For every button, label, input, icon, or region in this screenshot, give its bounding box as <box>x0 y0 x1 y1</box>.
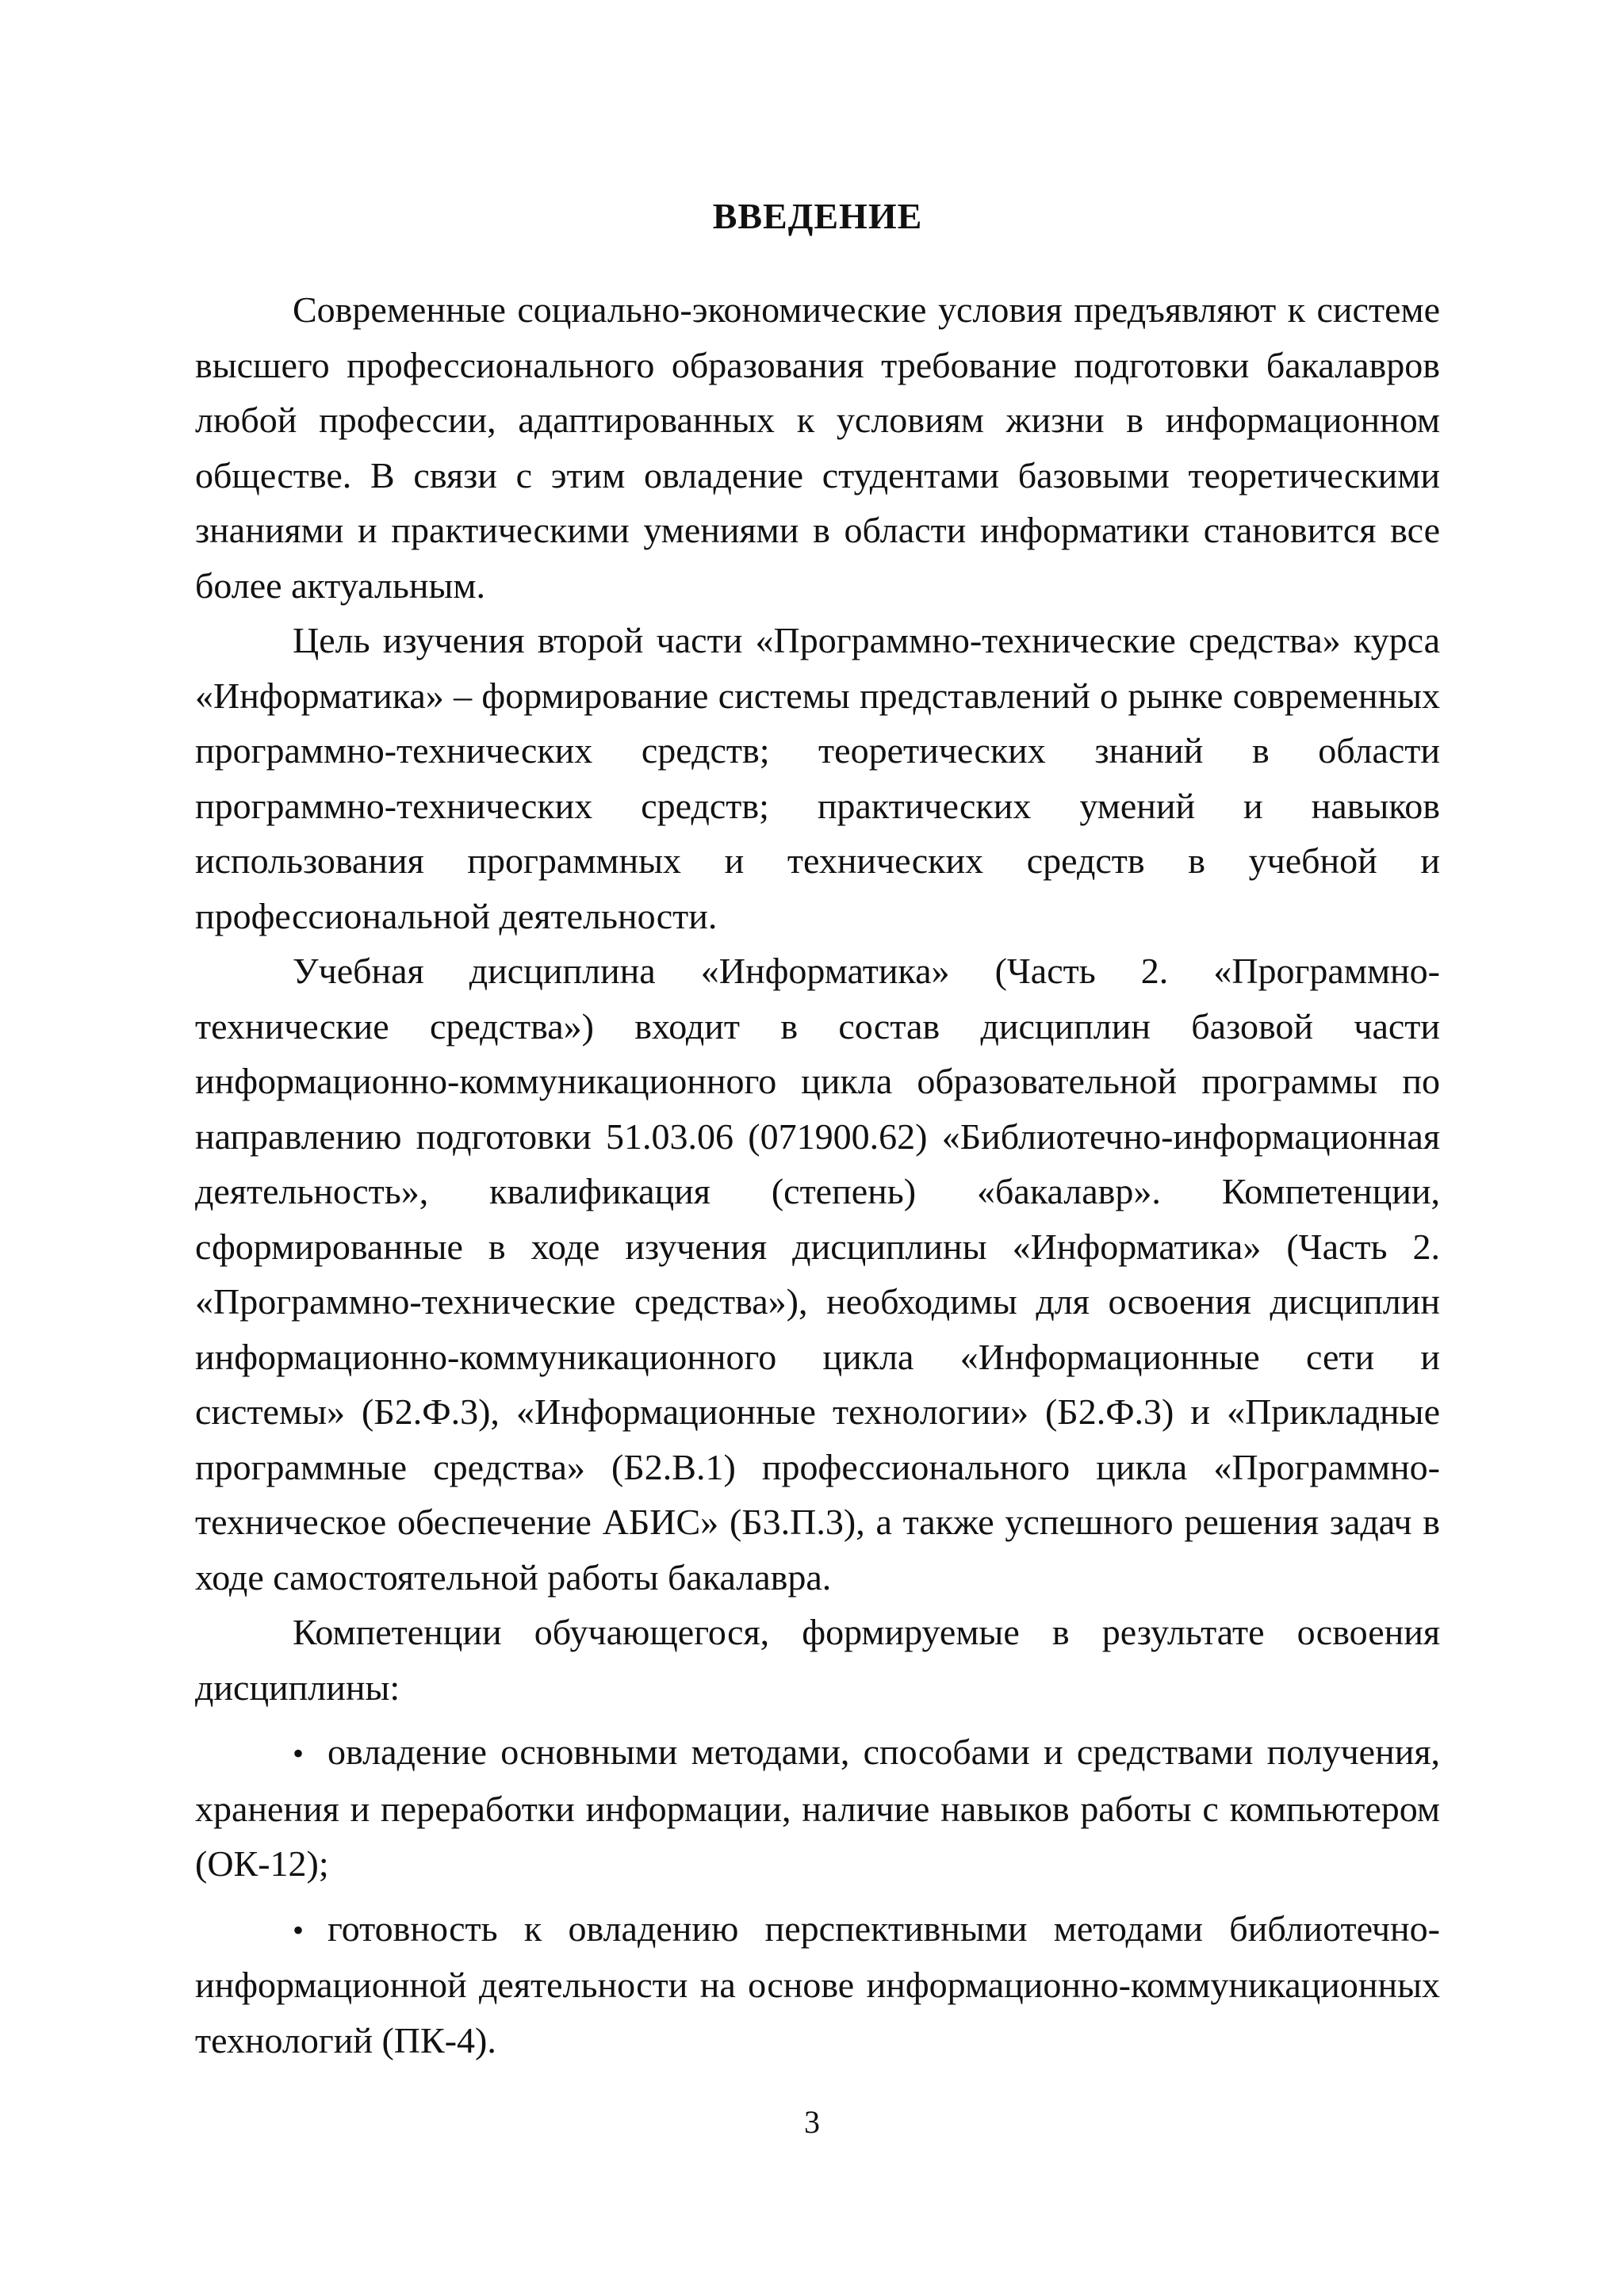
list-item <box>195 1724 1440 1892</box>
page-content <box>195 190 1440 2068</box>
bullet-icon: • <box>293 1735 304 1771</box>
paragraph-discipline: Учебная дисциплина «Информатика» (Часть 2. «Программно-технические средства») входит в состав дисциплин базовой части информационно-коммуникационного цикла образовательной программы по направлению подготовки 51.03.06 (071900.62) «Библиотечно-информационная деятельность», квалификация (степень) «бакалавр». Компетенции, сформированные в ходе изучения дисциплины «Информатика» (Часть 2. «Программно-технические средства»), необходимы для освоения дисциплин информационно-коммуникационного цикла «Информационные сети и системы» (Б2.Ф.3), «Информационные технологии» (Б2.Ф.3) и «Прикладные программные средства» (Б2.В.1) профессионального цикла «Программно-техническое обеспечение АБИС» (Б3.П.3), а также успешного решения задач в ходе самостоятельной работы бакалавра. <box>195 951 1440 1598</box>
paragraph-goal: Цель изучения второй части «Программно-технические средства» курса «Информатика» – формирование системы представлений о рынке современных программно-технических средств; теоретических знаний в области программно-технических средств; практических умений и навыков использования программных и технических средств в учебной и профессиональной деятельности. <box>195 620 1440 936</box>
page-number: 3 <box>804 2104 820 2140</box>
list-item-text: готовность к овладению перспективными методами библиотечно-информационной деятельности на основе информационно-коммуникационных технологий (ПК-4). <box>195 1908 1440 2061</box>
competency-list <box>195 1724 1440 2068</box>
list-item <box>195 1901 1440 2068</box>
section-title: ВВЕДЕНИЕ <box>712 196 923 236</box>
bullet-icon: • <box>293 1911 304 1948</box>
list-item-text: овладение основными методами, способами и средствами получения, хранения и переработки информации, наличие навыков работы с компьютером (ОК-12); <box>195 1732 1440 1884</box>
paragraph-competencies: Компетенции обучающегося, формируемые в результате освоения дисциплины: <box>195 1612 1440 1708</box>
paragraph-intro: Современные социально-экономические условия предъявляют к системе высшего профессионального образования требование подготовки бакалавров любой профессии, адаптированных к условиям жизни в информационном обществе. В связи с этим овладение студентами базовыми теоретическими знаниями и практическими умениями в области информатики становится все более актуальным. <box>195 289 1440 606</box>
